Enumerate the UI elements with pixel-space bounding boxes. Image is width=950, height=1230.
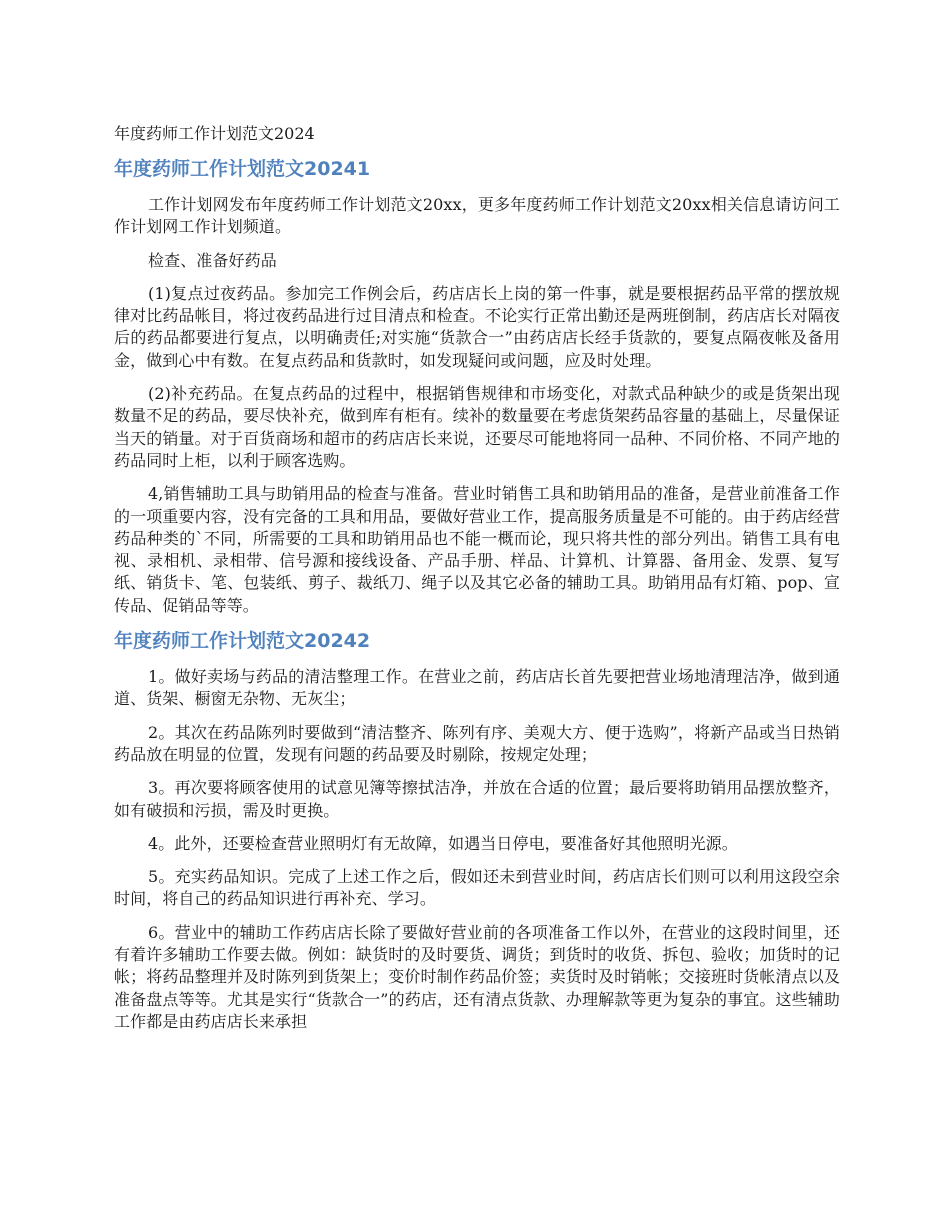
- document-title: 年度药师工作计划范文2024: [114, 124, 315, 143]
- paragraph: 4。此外，还要检查营业照明灯有无故障，如遇当日停电，要准备好其他照明光源。: [148, 833, 738, 853]
- section-heading: 年度药师工作计划范文20242: [114, 630, 371, 653]
- paragraph: 4,销售辅助工具与助销用品的检查与准备。营业时销售工具和助销用品的准备，是营业前准备工作的一项重要内容，没有完备的工具和用品，要做好营业工作，提高服务质量是不可能的。由于药店经营药品种类的`不同，所需要的工具和助销用品也不能一概而论，现只将共性的部分列出。销售工具有电视、录相机、录相带、信号源和接线设备、产品手册、样品、计算机、计算器、备用金、发票、复写纸、销货卡、笔、包装纸、剪子、裁纸刀、绳子以及其它必备的辅助工具。助销用品有灯箱、pop、宣传品、促销品等等。: [114, 484, 840, 615]
- paragraph: (1)复点过夜药品。参加完工作例会后，药店店长上岗的第一件事，就是要根据药品平常的摆放规律对比药品帐目，将过夜药品进行过目清点和检查。不论实行正常出勤还是两班倒制，药店店长对隔夜后的药品都要进行复点，以明确责任;对实施“货款合一”由药店店长经手货款的，要复点隔夜帐及备用金，做到心中有数。在复点药品和货款时，如发现疑问或问题，应及时处理。: [114, 283, 840, 370]
- paragraph: 检查、准备好药品: [148, 250, 277, 270]
- section-heading: 年度药师工作计划范文20241: [114, 158, 371, 180]
- document-page: [114, 122, 840, 1044]
- paragraph: 2。其次在药品陈列时要做到“清洁整齐、陈列有序、美观大方、便于选购”，将新产品或当日热销药品放在明显的位置，发现有问题的药品要及时剔除，按规定处理；: [114, 722, 840, 764]
- paragraph: 3。再次要将顾客使用的试意见簿等擦拭洁净，并放在合适的位置；最后要将助销用品摆放整齐，如有破损和污损，需及时更换。: [114, 778, 840, 820]
- paragraph: 1。做好卖场与药品的清洁整理工作。在营业之前，药店店长首先要把营业场地清理洁净，做到通道、货架、橱窗无杂物、无灰尘；: [114, 667, 840, 709]
- paragraph: (2)补充药品。在复点药品的过程中，根据销售规律和市场变化，对款式品种缺少的或是货架出现数量不足的药品，要尽快补充，做到库有柜有。续补的数量要在考虑货架药品容量的基础上，尽量保证当天的销量。对于百货商场和超市的药店店长来说，还要尽可能地将同一品种、不同价格、不同产地的药品同时上柜，以利于顾客选购。: [114, 384, 840, 470]
- section-1: [114, 156, 840, 617]
- paragraph: 6。营业中的辅助工作药店店长除了要做好营业前的各项准备工作以外，在营业的这段时间里，还有着许多辅助工作要去做。例如：缺货时的及时要货、调货；到货时的收货、拆包、验收；加货时的记帐；将药品整理并及时陈列到货架上；变价时制作药品价签；卖货时及时销帐；交接班时货帐清点以及准备盘点等等。尤其是实行“货款合一”的药店，还有清点货款、办理解款等更为复杂的事宜。这些辅助工作都是由药店店长来承担: [114, 922, 840, 1031]
- paragraph: 5。充实药品知识。完成了上述工作之后，假如还未到营业时间，药店店长们则可以利用这段空余时间，将自己的药品知识进行再补充、学习。: [114, 867, 840, 909]
- section-2: [114, 628, 840, 1033]
- paragraph: 工作计划网发布年度药师工作计划范文20xx，更多年度药师工作计划范文20xx相关信息请访问工作计划网工作计划频道。: [114, 195, 840, 237]
